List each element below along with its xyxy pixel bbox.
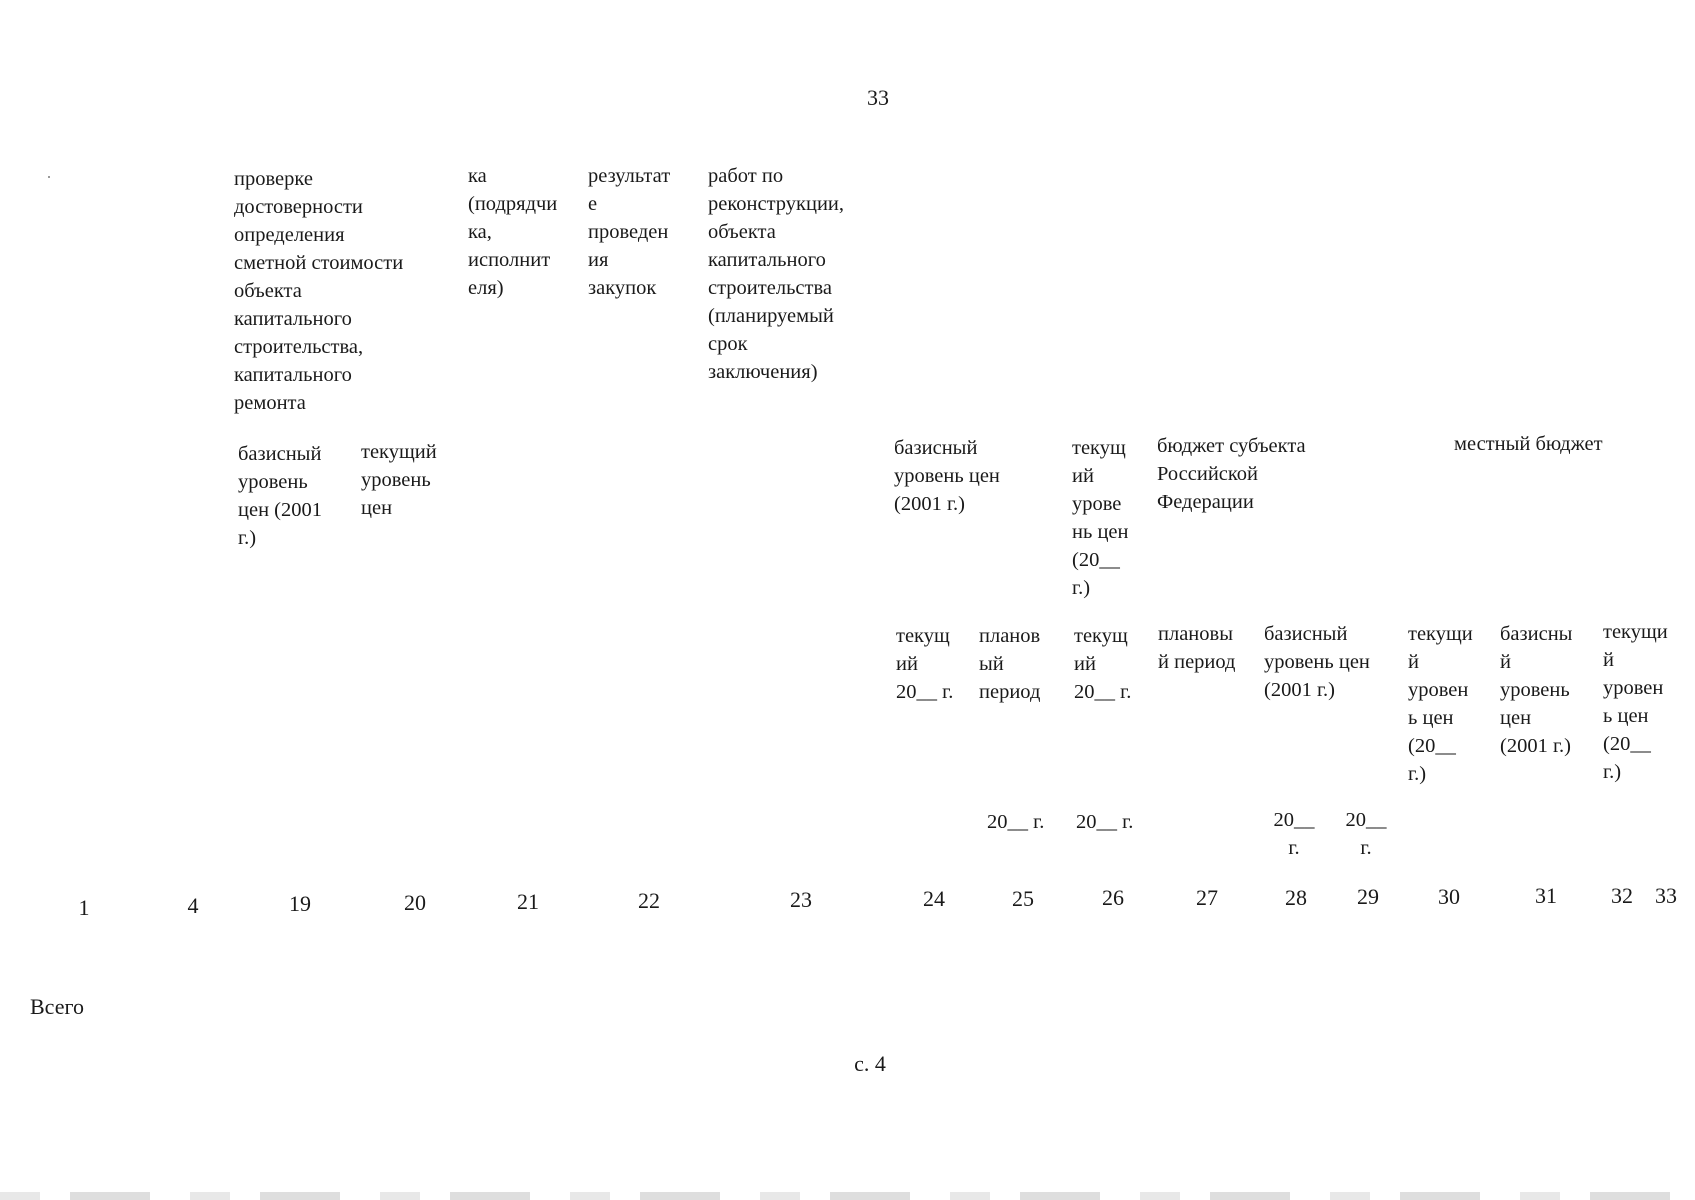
header-base-price-level-local: базисны й уровень цен (2001 г.): [1500, 623, 1573, 757]
header-current-year-2: текущ ий 20__ г.: [1074, 625, 1132, 703]
column-number: 4: [187, 893, 199, 918]
column-number: 32: [1611, 883, 1633, 908]
column-number: 28: [1285, 885, 1307, 910]
column-number: 24: [923, 886, 945, 911]
header-current-price-level-local-2: текущи й уровен ь цен (20__ г.): [1603, 621, 1668, 783]
column-number: 22: [638, 888, 660, 913]
footer-page-reference: с. 4: [854, 1051, 886, 1076]
column-number: 21: [517, 889, 539, 914]
header-current-year: текущ ий 20__ г.: [896, 625, 954, 703]
page-number: 33: [867, 85, 889, 110]
column-number: 19: [289, 891, 311, 916]
header-check-reliability: проверке достоверности определения сметной стоимости объекта капитального строительства, капитального ремонта: [234, 168, 404, 414]
scan-edge-artifact: [0, 1192, 1695, 1200]
header-year-28: 20__ г.: [1273, 809, 1315, 859]
header-current-price-level-20: текущ ий урове нь цен (20__ г.): [1072, 437, 1129, 599]
header-current-price-level-local: текущи й уровен ь цен (20__ г.): [1408, 623, 1473, 785]
scan-speck: [48, 176, 50, 178]
column-number: 1: [78, 895, 90, 920]
header-year-26: 20__ г.: [1076, 811, 1134, 833]
header-reconstruction-works: работ по реконструкции, объекта капитального строительства (планируемый срок заключения): [708, 165, 845, 383]
header-year-29: 20__ г.: [1345, 809, 1387, 859]
header-regional-budget: бюджет субъекта Российской Федерации: [1157, 435, 1306, 513]
column-number: 30: [1438, 884, 1460, 909]
header-planned-period-2: плановы й период: [1158, 623, 1236, 673]
header-contractor: ка (подрядчи ка, исполнит еля): [468, 165, 558, 299]
column-number: 29: [1357, 884, 1379, 909]
header-year-25: 20__ г.: [987, 811, 1045, 833]
header-base-price-level-regional: базисный уровень цен (2001 г.): [1264, 623, 1370, 701]
header-procurement-result: результат е проведен ия закупок: [588, 165, 671, 299]
column-number: 20: [404, 890, 426, 915]
column-number: 25: [1012, 886, 1034, 911]
total-row-label: Всего: [30, 994, 84, 1019]
header-current-price-level: текущий уровень цен: [361, 441, 437, 519]
header-local-budget: местный бюджет: [1454, 433, 1603, 455]
column-number: 26: [1102, 885, 1124, 910]
column-number: 27: [1196, 885, 1218, 910]
column-number: 23: [790, 887, 812, 912]
header-base-price-level: базисный уровень цен (2001 г.): [238, 443, 322, 549]
column-number: 31: [1535, 883, 1557, 908]
header-base-price-level-2001: базисный уровень цен (2001 г.): [894, 437, 1000, 515]
column-number: 33: [1655, 883, 1677, 908]
header-planned-period: планов ый период: [979, 625, 1041, 703]
